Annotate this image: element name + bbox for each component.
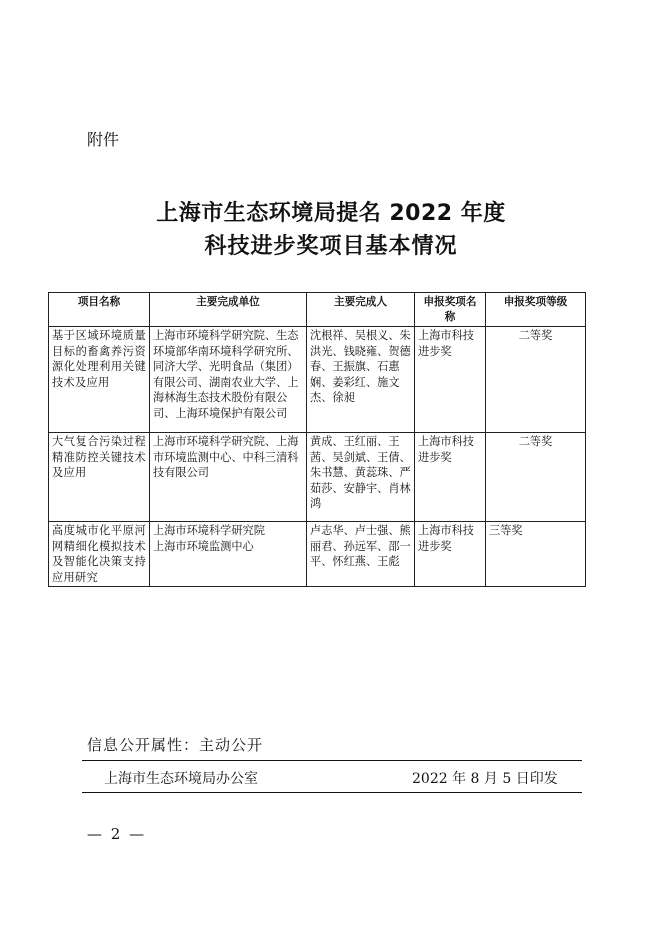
attachment-label: 附件 [87, 130, 120, 149]
page-number: — 2 — [87, 825, 147, 843]
table-row [49, 327, 586, 433]
award-level-cell: 三等奖 [486, 522, 586, 587]
project-name-cell: 大气复合污染过程精准防控关键技术及应用 [49, 433, 150, 522]
footer-top-rule [82, 760, 582, 761]
project-name-cell: 高度城市化平原河网精细化模拟技术及智能化决策支持应用研究 [49, 522, 150, 587]
award-name-cell: 上海市科技进步奖 [415, 522, 486, 587]
persons-cell: 沈根祥、吴根义、朱洪光、钱晓雍、贺德春、王振旗、石惠娴、姜彩红、施文杰、徐昶 [307, 327, 415, 433]
table-header-row [49, 293, 586, 327]
award-level-cell: 二等奖 [486, 327, 586, 433]
issue-date: 2022 年 8 月 5 日印发 [412, 771, 558, 787]
header-project-name: 项目名称 [49, 293, 150, 327]
table-row [49, 433, 586, 522]
units-cell: 上海市环境科学研究院 上海市环境监测中心 [150, 522, 307, 587]
project-name-cell: 基于区域环境质量目标的畜禽养污资源化处理利用关键技术及应用 [49, 327, 150, 433]
document-title-line1: 上海市生态环境局提名 2022 年度 [156, 201, 506, 226]
award-name-cell: 上海市科技进步奖 [415, 433, 486, 522]
persons-cell: 黄成、王红丽、王茜、吴剑斌、王倩、朱书慧、黄蕊珠、严茹莎、安静宇、肖林鸿 [307, 433, 415, 522]
header-award-level: 申报奖项等级 [486, 293, 586, 327]
header-main-units: 主要完成单位 [150, 293, 307, 327]
document-title-line2: 科技进步奖项目基本情况 [204, 234, 458, 259]
footer-bottom-rule [82, 792, 582, 793]
award-name-cell: 上海市科技进步奖 [415, 327, 486, 433]
projects-table [48, 292, 586, 587]
issuing-office: 上海市生态环境局办公室 [104, 771, 258, 787]
units-cell: 上海市环境科学研究院、上海市环境监测中心、中科三清科技有限公司 [150, 433, 307, 522]
award-level-cell: 二等奖 [486, 433, 586, 522]
header-award-name: 申报奖项名 称 [415, 293, 486, 327]
persons-cell: 卢志华、卢士强、熊丽君、孙远军、邵一平、怀红燕、王彪 [307, 522, 415, 587]
table-row [49, 522, 586, 587]
info-disclosure-attribute: 信息公开属性：主动公开 [87, 736, 264, 754]
units-cell: 上海市环境科学研究院、生态环境部华南环境科学研究所、同济大学、光明食品（集团）有限公司、湖南农业大学、上海林海生态技术股份有限公司、上海环境保护有限公司 [150, 327, 307, 433]
header-main-persons: 主要完成人 [307, 293, 415, 327]
